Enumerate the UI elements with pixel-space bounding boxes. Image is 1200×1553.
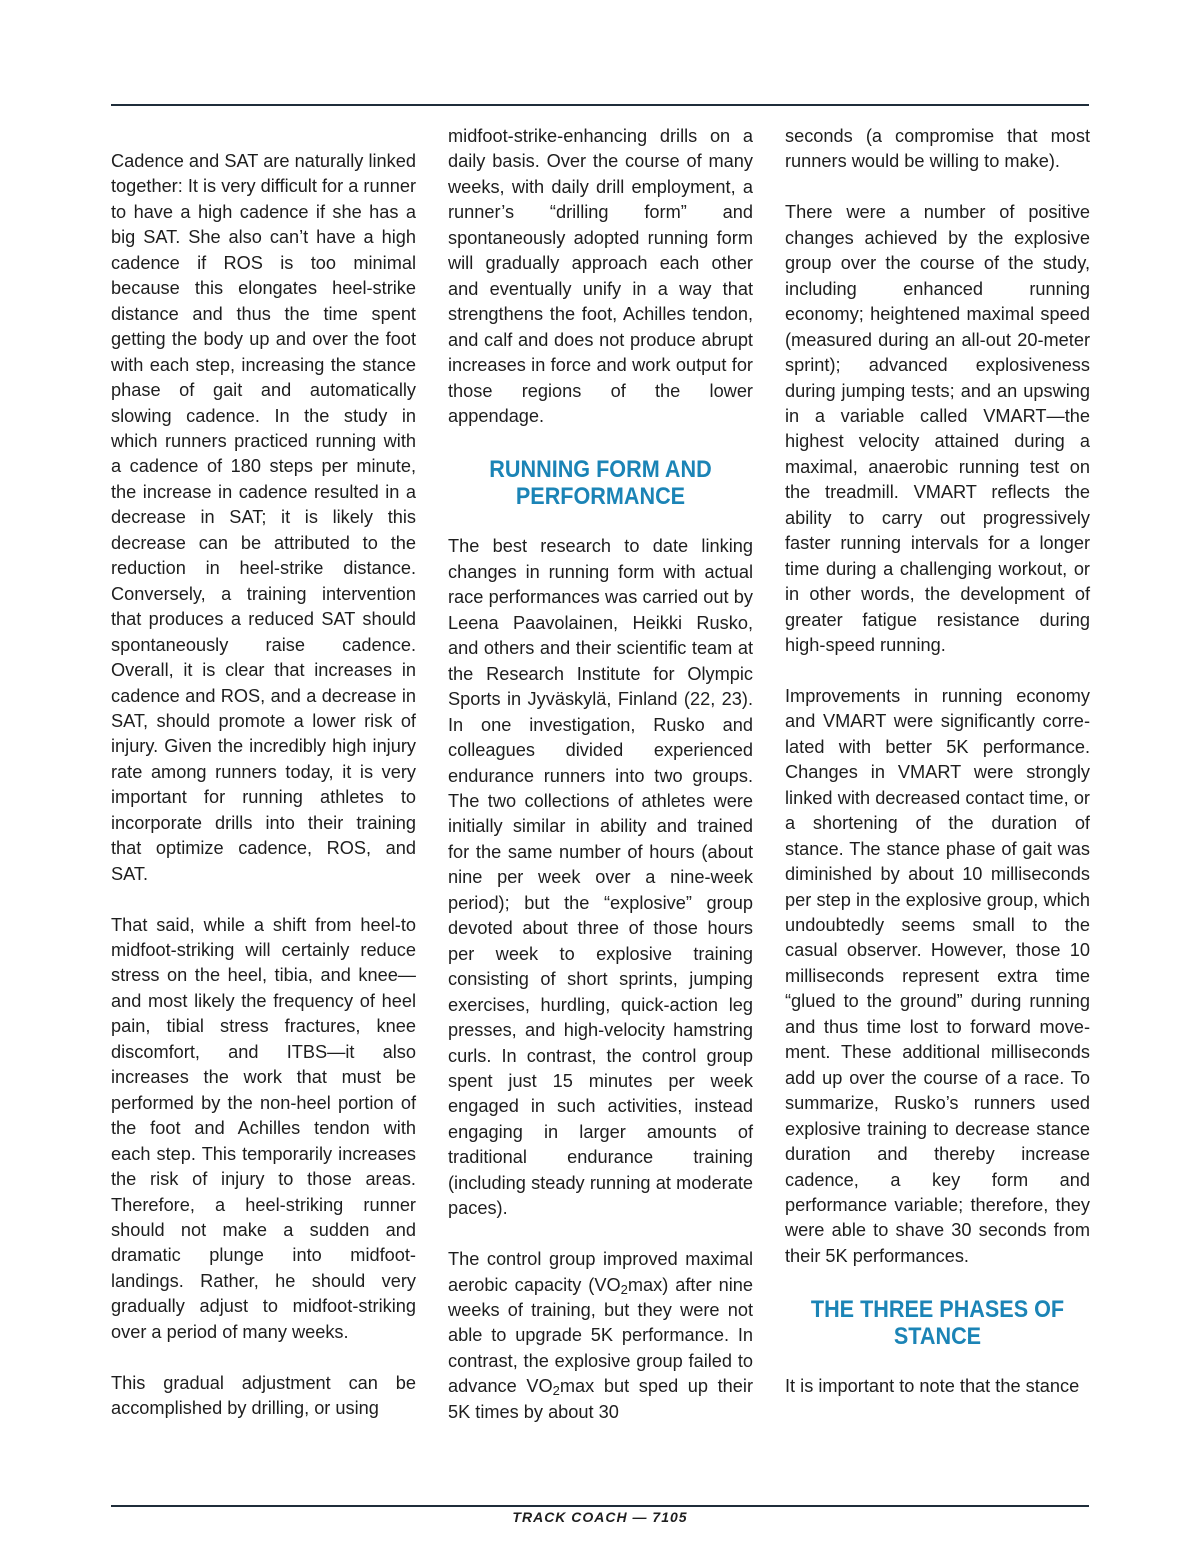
heading-line: STANCE (893, 1323, 982, 1351)
column-1 (111, 149, 416, 1422)
paragraph: This gradual adjustment can be accomplished by drilling, or using (111, 1372, 416, 1419)
section-heading-three-phases (800, 1296, 1075, 1350)
paragraph: seconds (a compromise that most runners would be willing to make). (785, 126, 1090, 172)
column-2 (448, 124, 753, 1425)
text-segment: max but sped up their 5K times by about 30 (448, 1376, 754, 1422)
paragraph: The best research to date linking changes in running form with actual race performances was carried out by Leena Paavolainen, Heikki Rusko, and others and their scientific team at the Research Institute for Olympic Sports in Jyväskylä, Finland (22, 23). In one investigation, Rusko and colleagues divided experienced endurance runners into two groups. The two collections of athletes were initially similar in ability and trained for the same number of hours (about nine per week over a nine-week period); but the “explosive” group devoted about three of those hours per week to explosive training consisting of short sprints, jumping exercises, hurdling, quick-action leg presses, and high-velocity hamstring curls. In contrast, the control group spent just 15 minutes per week engaged in such activities, instead engaging in larger amounts of traditional endurance training (including steady running at moderate paces). (448, 536, 753, 1219)
text-segment: max) after nine weeks of training, but they were not able to upgrade 5K performance. In contrast, the explosive group failed to advance VO (448, 1274, 753, 1397)
paragraph: There were a number of positive changes achieved by the explosive group over the course of the study, including enhanced running economy; heightened maximal speed (measured during an all-out 20-meter sprint); advanced explosiveness during jumping tests; and an upswing in a variable called VMART—the highest velocity attained during a maximal, anaerobic running test on the treadmill. VMART reflects the ability to carry out progressively faster running intervals for a longer time during a challenging workout, or in other words, the development of greater fatigue resistance during high-speed running. (785, 202, 1090, 656)
paragraph: Cadence and SAT are naturally linked together: It is very difficult for a runner to have a high cadence if she has a big SAT. She also can’t have a high cadence if ROS is too minimal because this elongates heel-strike distance and thus the time spent getting the body up and over the foot with each step, increasing the stance phase of gait and automatically slowing cadence. In the study in which runners practiced running with a cadence of 180 steps per minute, the increase in cadence resulted in a decrease in SAT; it is likely this decrease can be attributed to the reduction in heel-strike distance. Conversely, a training intervention that produces a reduced SAT should spontaneously raise cadence. Overall, it is clear that increases in cadence and ROS, and a decrease in SAT, should promote a lower risk of injury. Given the incredibly high injury rate among runners today, it is very important for running athletes to incorporate drills into their training that optimize cadence, ROS, and SAT. (111, 151, 416, 884)
paragraph: It is important to note that the stance (785, 1376, 1080, 1397)
bottom-rule (111, 1505, 1089, 1507)
subscript: 2 (620, 1281, 628, 1297)
heading-line: RUNNING FORM AND (489, 456, 712, 484)
text-segment: The control group improved maximal aerobic capacity (VO (448, 1249, 753, 1295)
paragraph: midfoot-strike-enhancing drills on a daily basis. Over the course of many weeks, with daily drill employment, a runner’s “drilling form” and spontaneously adopted running form will gradually approach each other and eventually unify in a way that strengthens the foot, Achilles tendon, and calf and does not produce abrupt increases in force and work output for those regions of the lower appendage. (448, 126, 753, 426)
top-rule (111, 104, 1089, 106)
heading-line: PERFORMANCE (515, 483, 686, 511)
subscript: 2 (552, 1383, 560, 1399)
page-footer: TRACK COACH — 7105 (512, 1509, 688, 1525)
section-heading-running-form (463, 456, 738, 510)
paragraph (448, 1247, 753, 1425)
heading-line: THE THREE PHASES OF (810, 1296, 1065, 1324)
paragraph: Improvements in running economy and VMART were significantly correlated with better 5K performance. Changes in VMART were strongly linked with decreased contact time, or a shortening of the duration of stance. The stance phase of gait was diminished by about 10 milliseconds per step in the explosive group, which undoubtedly seems small to the casual observer. However, those 10 milliseconds represent extra time “glued to the ground” during running and thus time lost to forward movement. These additional milliseconds add up over the course of a race. To summarize, Rusko’s runners used explosive training to decrease stance duration and thereby increase cadence, a key form and performance variable; therefore, they were able to shave 30 seconds from their 5K performances. (785, 685, 1090, 1266)
column-3 (785, 124, 1090, 1400)
paragraph: That said, while a shift from heel-to midfoot-striking will certainly reduce stress on the heel, tibia, and knee—and most likely the frequency of heel pain, tibial stress fractures, knee discomfort, and ITBS—it also increases the work that must be performed by the non-heel portion of the foot and Achilles tendon with each step. This temporarily increases the risk of injury to those areas. Therefore, a heel-striking runner should not make a sudden and dramatic plunge into midfoot-landings. Rather, he should very gradually adjust to midfoot-striking over a period of many weeks. (111, 914, 416, 1342)
